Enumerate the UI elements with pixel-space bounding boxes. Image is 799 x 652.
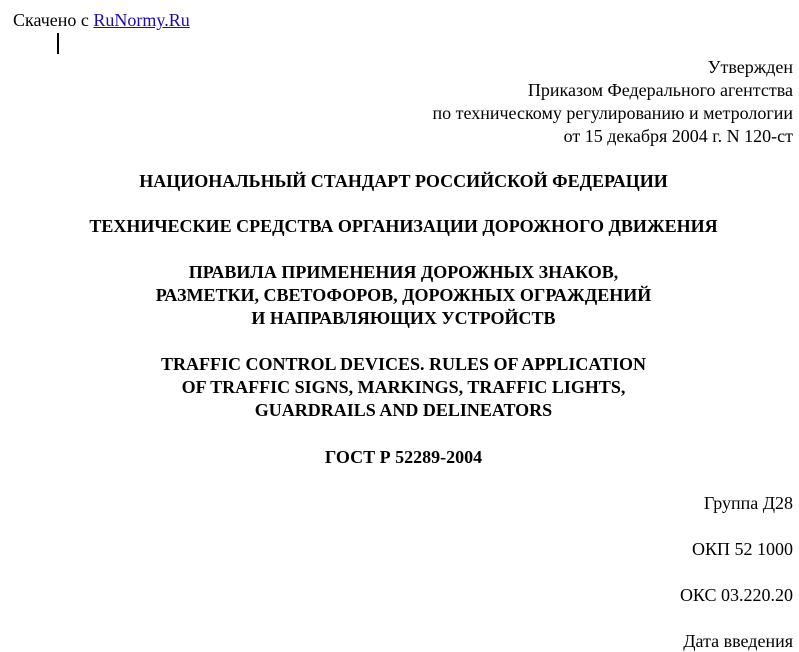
rules-title-en (4, 353, 799, 422)
approval-line: от 15 декабря 2004 г. N 120-ст (563, 126, 793, 146)
approval-line: Утвержден (707, 57, 793, 77)
approval-line: Приказом Федерального агентства (527, 80, 793, 100)
group-code: Группа Д28 (703, 493, 793, 513)
national-standard-heading: НАЦИОНАЛЬНЫЙ СТАНДАРТ РОССИЙСКОЙ ФЕДЕРАЦИИ (139, 171, 668, 191)
rules-title-en-line: OF TRAFFIC SIGNS, MARKINGS, TRAFFIC LIGHTS, (181, 377, 626, 397)
technical-means-heading: ТЕХНИЧЕСКИЕ СРЕДСТВА ОРГАНИЗАЦИИ ДОРОЖНОГО ДВИЖЕНИЯ (89, 216, 718, 236)
rules-title-en-line: TRAFFIC CONTROL DEVICES. RULES OF APPLICATION (160, 354, 647, 374)
text-cursor (57, 33, 59, 54)
approval-line: по техническому регулированию и метрологии (432, 103, 793, 123)
gost-number: ГОСТ Р 52289-2004 (324, 447, 483, 467)
rules-title-en-line: GUARDRAILS AND DELINEATORS (254, 400, 553, 420)
date-label: Дата введения (683, 631, 793, 651)
rules-title-ru-line: И НАПРАВЛЯЮЩИХ УСТРОЙСТВ (251, 308, 556, 328)
oks-code: ОКС 03.220.20 (679, 585, 793, 605)
source-prefix: Скачено с (13, 10, 94, 30)
source-link[interactable]: RuNormy.Ru (93, 10, 190, 30)
okp-code: ОКП 52 1000 (691, 539, 793, 559)
rules-title-ru (4, 261, 799, 330)
source-line (13, 9, 190, 31)
rules-title-ru-line: РАЗМЕТКИ, СВЕТОФОРОВ, ДОРОЖНЫХ ОГРАЖДЕНИЙ (155, 285, 652, 305)
approval-block (432, 56, 793, 148)
rules-title-ru-line: ПРАВИЛА ПРИМЕНЕНИЯ ДОРОЖНЫХ ЗНАКОВ, (188, 262, 619, 282)
